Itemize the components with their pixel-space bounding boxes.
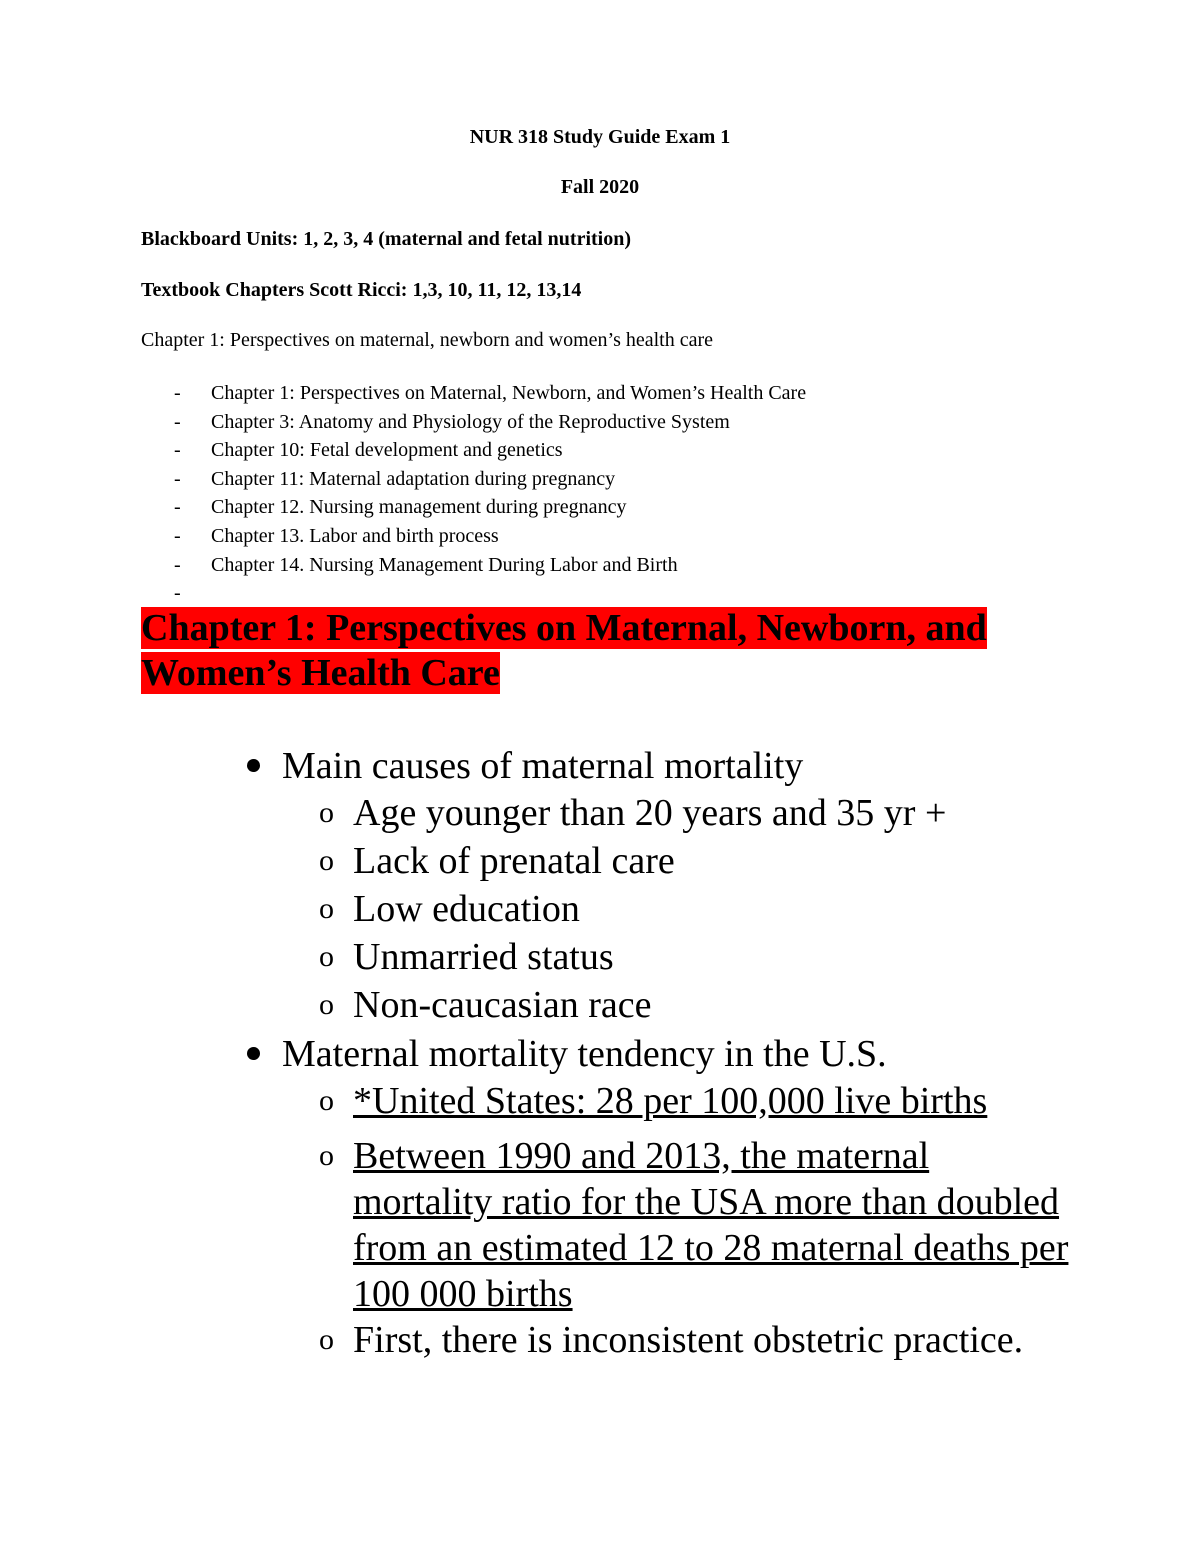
bullet-item	[0, 1030, 1200, 1078]
sub-bullet-item	[0, 790, 1073, 836]
chapter-label: Chapter 11: Maternal adaptation during pregnancy	[211, 467, 616, 490]
dash-marker: -	[174, 582, 181, 605]
dash-marker: -	[174, 410, 181, 433]
dash-marker: -	[174, 382, 181, 404]
sub-bullet-text: *United States: 28 per 100,000 live births	[353, 1080, 988, 1122]
chapter-label: Chapter 3: Anatomy and Physiology of the Reproductive System	[211, 410, 730, 433]
circle-marker: o	[319, 796, 334, 829]
sub-bullet-item	[0, 934, 1073, 980]
list-item	[141, 408, 806, 437]
circle-marker: o	[319, 892, 334, 925]
bullet-text: Maternal mortality tendency in the U.S.	[282, 1033, 887, 1075]
bullet-dot-icon	[247, 1047, 260, 1060]
bullet-text: Main causes of maternal mortality	[282, 745, 804, 787]
sub-bullet-text: Lack of prenatal care	[353, 840, 675, 882]
dash-marker: -	[174, 553, 181, 576]
document-term: Fall 2020	[560, 176, 640, 198]
chapter-list	[141, 379, 806, 608]
bullet-item	[0, 742, 1200, 790]
list-item	[141, 551, 806, 580]
circle-marker: o	[319, 988, 334, 1021]
list-item	[141, 522, 806, 551]
blackboard-units-line: Blackboard Units: 1, 2, 3, 4 (maternal and fetal nutrition)	[141, 228, 631, 250]
circle-marker: o	[319, 1323, 334, 1356]
sub-bullet-text: Age younger than 20 years and 35 yr +	[353, 792, 947, 834]
sub-bullet-text: Between 1990 and 2013, the maternal mortality ratio for the USA more than doubled from an estimated 12 to 28 maternal deaths per 100 000 births	[353, 1135, 1069, 1315]
sub-bullet-item	[0, 1133, 1073, 1317]
list-item	[141, 493, 806, 522]
circle-marker: o	[319, 940, 334, 973]
bullet-dot-icon	[247, 759, 260, 772]
intro-line: Chapter 1: Perspectives on maternal, newborn and women’s health care	[141, 329, 714, 351]
list-item	[141, 579, 806, 608]
bullet-outline	[0, 742, 1200, 1363]
sub-bullet-item	[0, 1078, 1073, 1124]
sub-bullet-item	[0, 886, 1073, 932]
list-item	[141, 436, 806, 465]
chapter-label: Chapter 1: Perspectives on Maternal, Newborn, and Women’s Health Care	[211, 382, 807, 404]
chapter-label: Chapter 10: Fetal development and genetics	[211, 439, 563, 462]
circle-marker: o	[319, 1084, 334, 1117]
chapter-label: Chapter 14. Nursing Management During Labor and Birth	[211, 553, 678, 576]
sub-bullet-text: Low education	[353, 888, 580, 930]
dash-marker: -	[174, 524, 181, 547]
list-item	[141, 465, 806, 494]
chapter-label: Chapter 12. Nursing management during pregnancy	[211, 496, 627, 519]
sub-bullet-item	[0, 1317, 1073, 1363]
sub-bullet-text: First, there is inconsistent obstetric practice.	[353, 1319, 1024, 1361]
chapter-label: Chapter 13. Labor and birth process	[211, 524, 499, 547]
dash-marker: -	[174, 467, 181, 490]
sub-bullet-item	[0, 838, 1073, 884]
sub-bullet-text: Non-caucasian race	[353, 984, 652, 1026]
section-heading	[141, 606, 1031, 696]
dash-marker: -	[174, 439, 181, 462]
document-title: NUR 318 Study Guide Exam 1	[469, 126, 731, 148]
circle-marker: o	[319, 844, 334, 877]
circle-marker: o	[319, 1139, 334, 1172]
sub-bullet-item	[0, 982, 1073, 1028]
list-item	[141, 379, 806, 408]
sub-bullet-text: Unmarried status	[353, 936, 614, 978]
textbook-chapters-line: Textbook Chapters Scott Ricci: 1,3, 10, 11, 12, 13,14	[141, 279, 582, 301]
dash-marker: -	[174, 496, 181, 519]
section-heading-text: Chapter 1: Perspectives on Maternal, Newborn, and Women’s Health Care	[141, 607, 987, 694]
